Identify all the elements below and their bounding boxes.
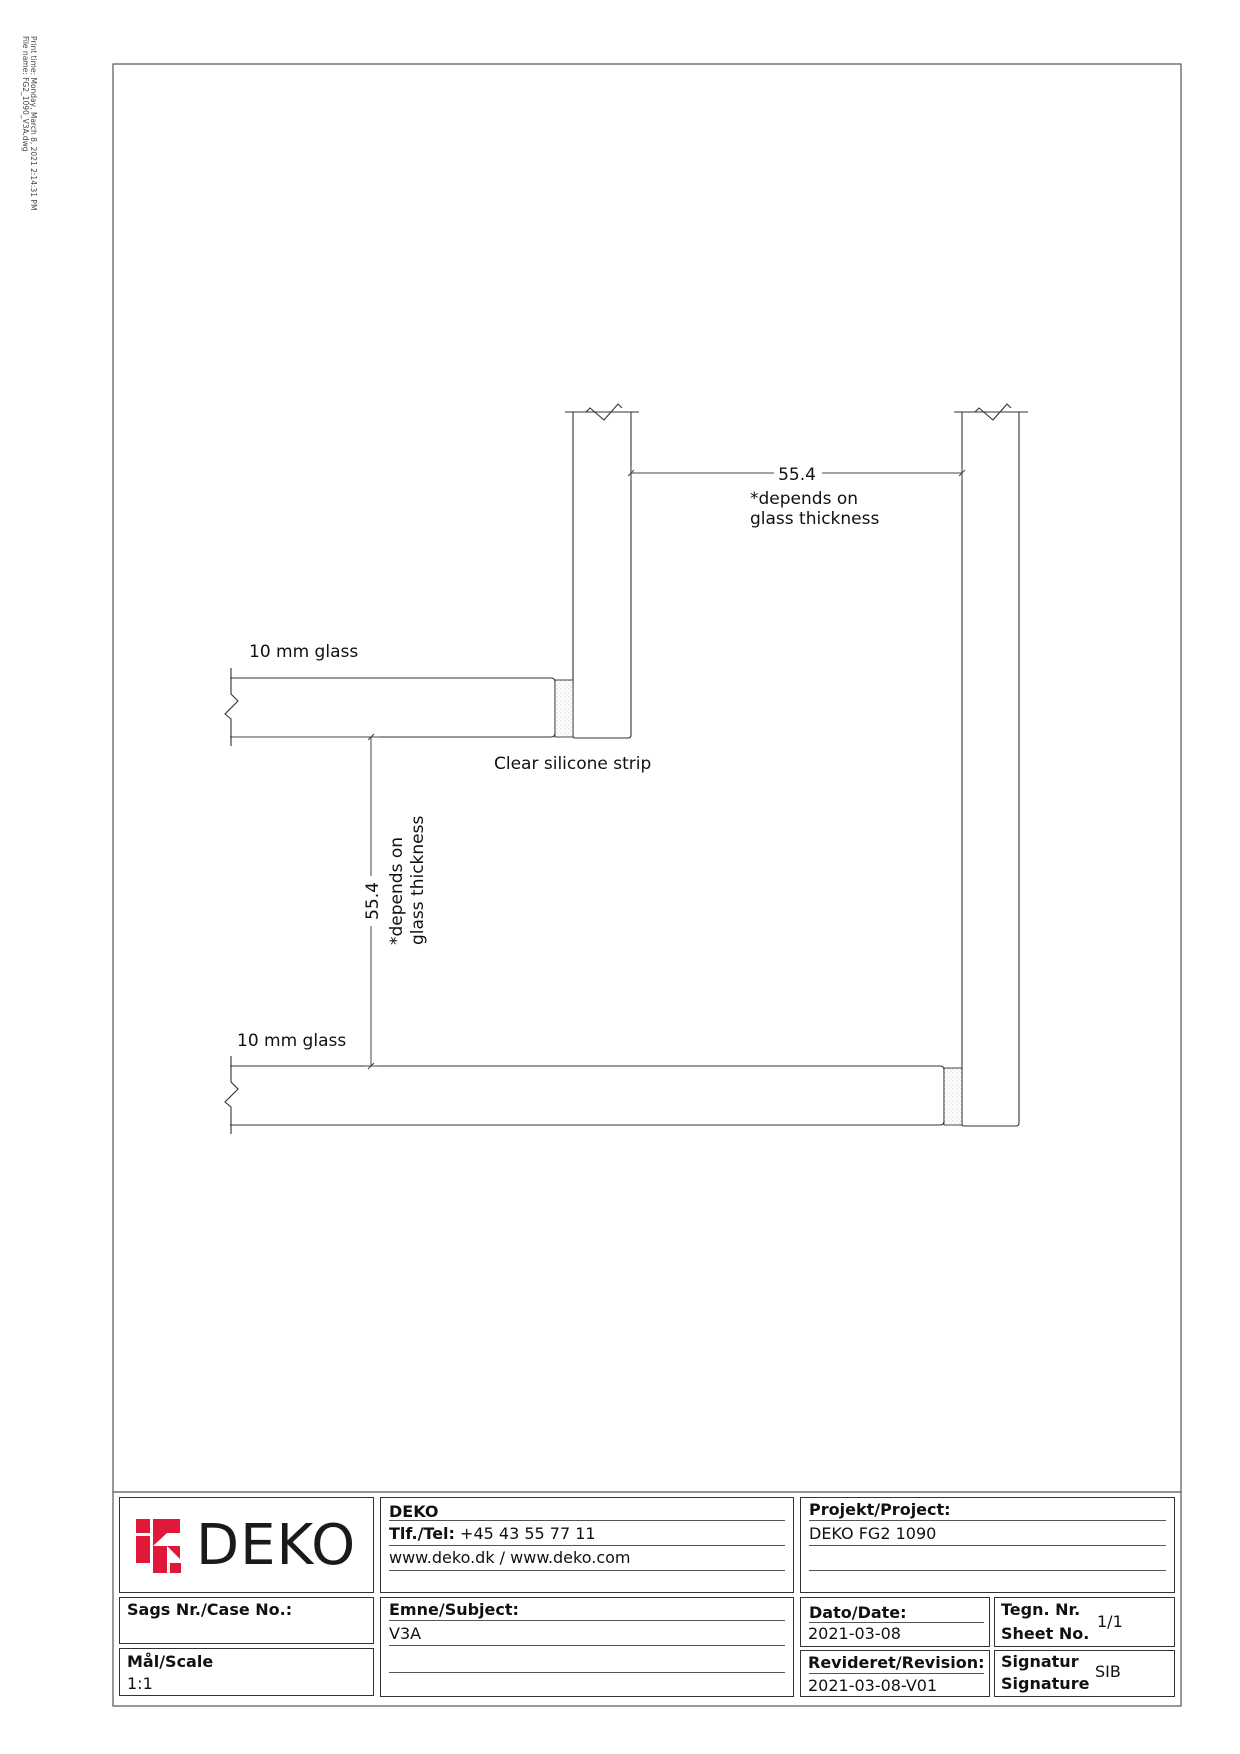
dimension-top-note-2: glass thickness (750, 509, 880, 529)
deko-logo-icon (136, 1519, 192, 1573)
silicone-strip-upper (555, 680, 573, 737)
sheet-value: 1/1 (1097, 1612, 1123, 1631)
case-label: Sags Nr./Case No.: (127, 1600, 293, 1619)
phone-label: Tlf./Tel: (389, 1524, 455, 1543)
subject-label: Emne/Subject: (389, 1600, 519, 1619)
project-rule-1 (809, 1520, 1166, 1521)
project-rule-3 (809, 1570, 1166, 1571)
lower-horizontal-glass (230, 1066, 944, 1125)
dimension-left-value: 55.4 (363, 882, 383, 920)
upper-vertical-glass (565, 412, 639, 738)
date-rule (809, 1622, 984, 1623)
label-upper-glass: 10 mm glass (249, 642, 359, 662)
sheet-label-2: Sheet No. (1001, 1624, 1090, 1643)
company-phone (389, 1524, 596, 1543)
company-name: DEKO (389, 1502, 439, 1521)
sheet-border (113, 64, 1181, 1706)
company-rule-3 (389, 1570, 785, 1571)
dimension-top-value: 55.4 (778, 465, 816, 485)
break-mark-upper-left (225, 668, 238, 746)
subject-rule-2 (389, 1645, 785, 1646)
project-rule-2 (809, 1545, 1166, 1546)
label-lower-glass: 10 mm glass (237, 1031, 347, 1051)
sheet-label-1: Tegn. Nr. (1001, 1600, 1081, 1619)
break-mark-lower-left (225, 1056, 238, 1134)
revision-label: Revideret/Revision: (808, 1653, 985, 1672)
scale-value: 1:1 (127, 1674, 153, 1693)
signature-label-1: Signatur (1001, 1652, 1079, 1671)
project-label: Projekt/Project: (809, 1500, 951, 1519)
dimension-left-note-1: *depends on (387, 836, 407, 945)
date-label: Dato/Date: (809, 1603, 907, 1622)
revision-rule (809, 1673, 984, 1674)
phone-value: +45 43 55 77 11 (460, 1524, 596, 1543)
dimension-top-note-1: *depends on (750, 489, 859, 509)
right-vertical-glass (954, 412, 1028, 1126)
scale-label: Mål/Scale (127, 1652, 214, 1671)
revision-value: 2021-03-08-V01 (808, 1676, 938, 1695)
subject-rule-1 (389, 1620, 785, 1621)
company-web: www.deko.dk / www.deko.com (389, 1548, 631, 1567)
subject-value: V3A (389, 1624, 422, 1643)
upper-horizontal-glass (230, 678, 555, 737)
subject-rule-3 (389, 1672, 785, 1673)
dimension-left (231, 734, 380, 1069)
project-value: DEKO FG2 1090 (809, 1524, 937, 1543)
deko-logo-text: DEKO (196, 1513, 357, 1578)
dimension-left-note-2: glass thickness (408, 815, 428, 945)
deko-logo (134, 1513, 364, 1578)
print-time: Print time: Monday, March 8, 2021 2:14:31 PM (29, 36, 38, 211)
silicone-strip-lower (944, 1068, 962, 1125)
signature-value: SIB (1095, 1662, 1121, 1681)
signature-label-2: Signature (1001, 1674, 1090, 1693)
date-value: 2021-03-08 (808, 1624, 901, 1643)
company-rule-2 (389, 1545, 785, 1546)
file-name: File name: FG2_1090_V3A.dwg (21, 36, 30, 152)
label-silicone-strip: Clear silicone strip (494, 754, 652, 774)
company-rule-1 (389, 1520, 785, 1521)
